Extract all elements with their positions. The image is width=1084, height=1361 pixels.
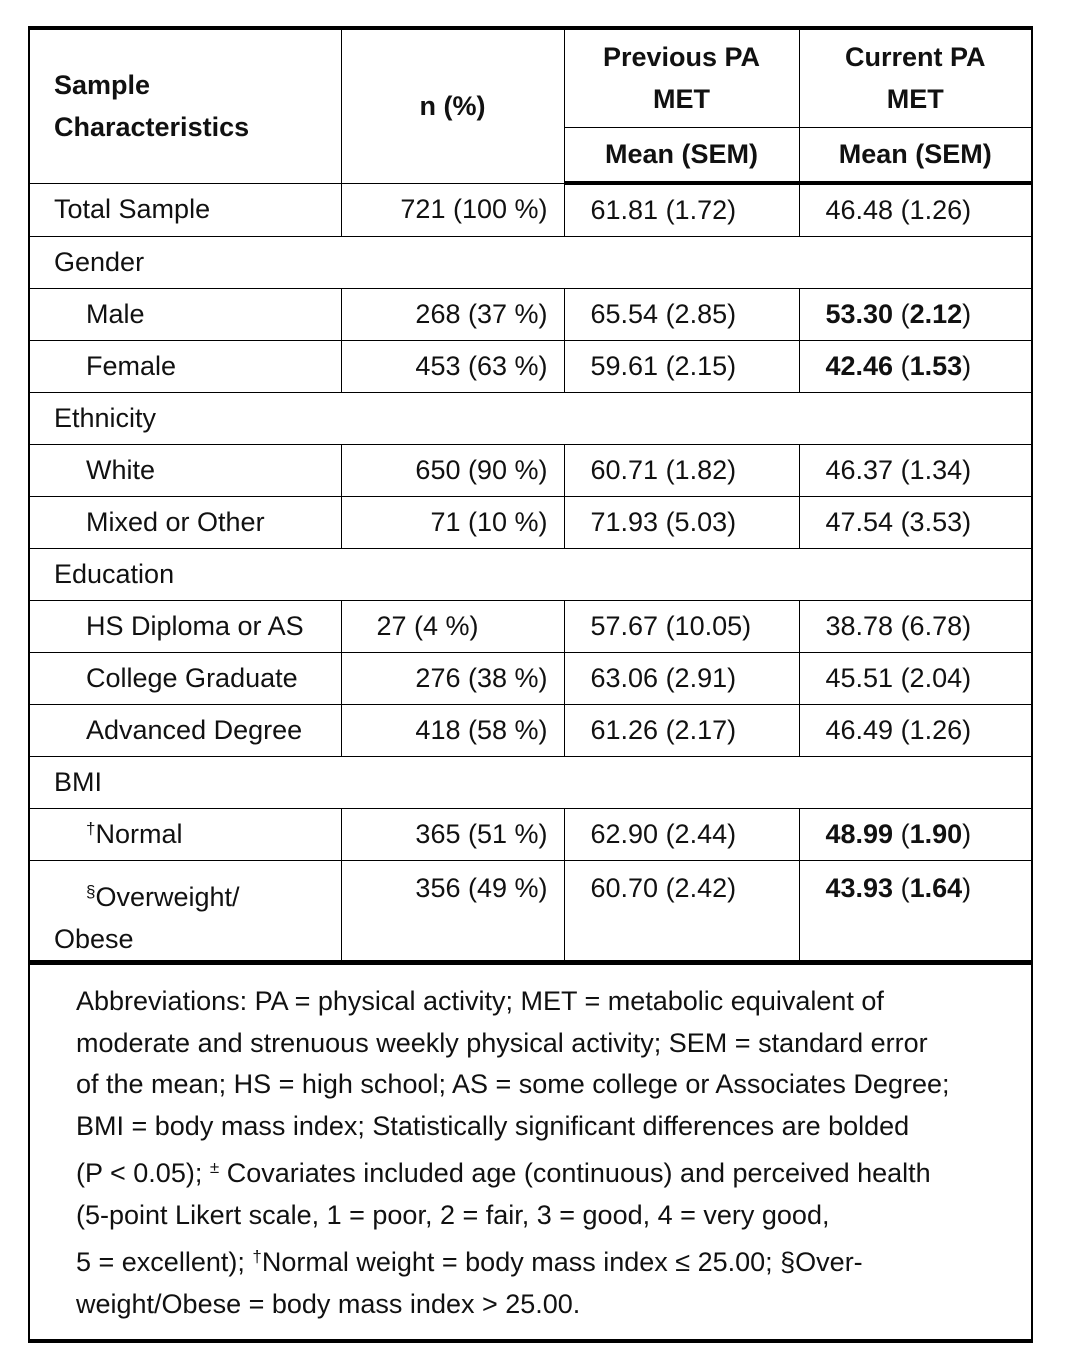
header-n-percent: n (%)	[341, 30, 564, 183]
row-label: Total Sample	[30, 183, 341, 237]
row-label: College Graduate	[30, 653, 341, 705]
footnote-line: moderate and strenuous weekly physical activity; SEM = standard error	[76, 1027, 928, 1058]
row-label: Mixed or Other	[30, 497, 341, 549]
current-met-value: 45.51 (2.04)	[799, 653, 1031, 705]
group-title: Ethnicity	[30, 393, 1031, 445]
group-row-ethnicity	[30, 393, 1031, 445]
header-previous-mean-sem: Mean (SEM)	[564, 127, 799, 183]
characteristics-table-figure	[28, 26, 1033, 1343]
table-row	[30, 497, 1031, 549]
n-value: 453 (63 %)	[341, 341, 564, 393]
table-row	[30, 341, 1031, 393]
header-sample-characteristics: Sample Characteristics	[30, 30, 341, 183]
dagger-mark: †	[86, 819, 96, 838]
footnote-line: BMI = body mass index; Statistically significant differences are bolded	[76, 1110, 910, 1141]
current-met-value: 53.30 (2.12)	[799, 289, 1031, 341]
n-value: 365 (51 %)	[341, 809, 564, 861]
current-met-value: 46.37 (1.34)	[799, 445, 1031, 497]
footnote-line: 5 = excellent); †Normal weight = body mass index ≤ 25.00; §Over-	[76, 1247, 863, 1277]
row-label: Female	[30, 341, 341, 393]
current-met-value: 46.48 (1.26)	[799, 183, 1031, 237]
row-label: §Overweight/ Obese	[30, 861, 341, 961]
row-label: Male	[30, 289, 341, 341]
current-met-value: 47.54 (3.53)	[799, 497, 1031, 549]
row-label: HS Diploma or AS	[30, 601, 341, 653]
footnote-line: (5-point Likert scale, 1 = poor, 2 = fair, 3 = good, 4 = very good,	[76, 1199, 830, 1230]
previous-met-value: 59.61 (2.15)	[564, 341, 799, 393]
footnote-line: weight/Obese = body mass index > 25.00.	[76, 1288, 581, 1319]
previous-met-value: 60.70 (2.42)	[564, 861, 799, 961]
header-current-mean-sem: Mean (SEM)	[799, 127, 1031, 183]
n-value: 71 (10 %)	[341, 497, 564, 549]
previous-met-value: 65.54 (2.85)	[564, 289, 799, 341]
previous-met-value: 60.71 (1.82)	[564, 445, 799, 497]
current-met-value: 46.49 (1.26)	[799, 705, 1031, 757]
previous-met-value: 61.26 (2.17)	[564, 705, 799, 757]
row-label: White	[30, 445, 341, 497]
current-met-value: 48.99 (1.90)	[799, 809, 1031, 861]
group-row-gender	[30, 237, 1031, 289]
table-row	[30, 289, 1031, 341]
n-value: 27 (4 %)	[341, 601, 564, 653]
previous-met-value: 71.93 (5.03)	[564, 497, 799, 549]
group-row-bmi	[30, 757, 1031, 809]
row-label: †Normal	[30, 809, 341, 861]
group-title: Gender	[30, 237, 1031, 289]
table-row	[30, 601, 1031, 653]
table-row	[30, 653, 1031, 705]
row-label: Advanced Degree	[30, 705, 341, 757]
n-value: 418 (58 %)	[341, 705, 564, 757]
footnote-line: (P < 0.05); ± Covariates included age (continuous) and perceived health	[76, 1158, 931, 1188]
footnote-line: Abbreviations: PA = physical activity; MET = metabolic equivalent of	[76, 986, 884, 1016]
table-row	[30, 705, 1031, 757]
previous-met-value: 63.06 (2.91)	[564, 653, 799, 705]
current-met-value: 43.93 (1.64)	[799, 861, 1031, 961]
table-row	[30, 809, 1031, 861]
previous-met-value: 62.90 (2.44)	[564, 809, 799, 861]
current-met-value: 38.78 (6.78)	[799, 601, 1031, 653]
previous-met-value: 57.67 (10.05)	[564, 601, 799, 653]
n-value: 650 (90 %)	[341, 445, 564, 497]
previous-met-value: 61.81 (1.72)	[564, 183, 799, 237]
group-row-education	[30, 549, 1031, 601]
table-row-total	[30, 183, 1031, 237]
header-current-pa-met: Current PA MET	[799, 30, 1031, 127]
group-title: BMI	[30, 757, 1031, 809]
n-value: 268 (37 %)	[341, 289, 564, 341]
table-row	[30, 445, 1031, 497]
group-title: Education	[30, 549, 1031, 601]
n-value: 356 (49 %)	[341, 861, 564, 961]
footnote-line: of the mean; HS = high school; AS = some college or Associates Degree;	[76, 1069, 950, 1099]
table-row	[30, 861, 1031, 961]
section-mark: §	[86, 882, 96, 901]
sample-characteristics-table	[30, 30, 1031, 961]
header-previous-pa-met: Previous PA MET	[564, 30, 799, 127]
table-footnotes	[30, 961, 1031, 1339]
n-value: 276 (38 %)	[341, 653, 564, 705]
current-met-value: 42.46 (1.53)	[799, 341, 1031, 393]
n-value: 721 (100 %)	[341, 183, 564, 237]
